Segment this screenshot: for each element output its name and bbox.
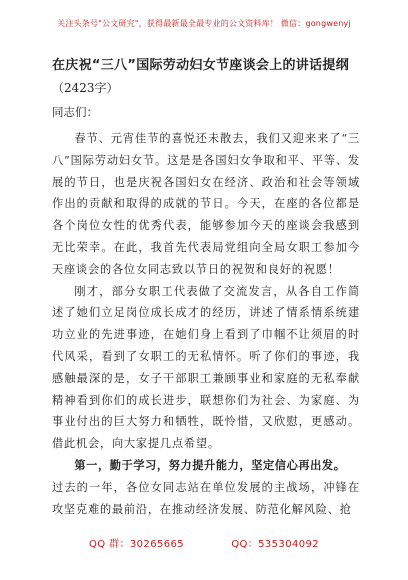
paragraph-2: 刚才，部分女职工代表做了交流发言，从各自工作简述了她们立足岗位成长成才的经历，讲述了情系情系统建功立业的先进事迹，在她们身上看到了巾帼不让须眉的时代风采，看到了女职工的无私情怀。听了你们的事迹，我感触最深的是，女子干部职工兼顾事业和家庭的无私奉献精神看到你们的成长进步，联想你们为社会、为家庭、为事业付出的巨大努力和牺牲，既怜惜，又欣慰，更感动。借此机会，向大家提几点希望。 (52, 284, 360, 451)
section-heading-1: 第一，勤于学习，努力提升能力，坚定信心再出发。 (74, 457, 346, 472)
section-paragraph-1: 过去的一年，各位女同志站在单位发展的主战场，冲锋在攻坚克难的最前沿，在推动经济发展、防范化解风险、抢 (52, 480, 360, 516)
salutation: 同志们： (52, 105, 98, 119)
paragraph-1: 春节、元宵佳节的喜悦还未散去，我们又迎来来了“三八”国际劳动妇女节。这是是各国妇女争取和平、平等、发展的节日，也是庆祝各国妇女在经济、政治和社会等领域作出的贡献和取得的成就的节日。今天，在座的各位都是各个岗位女性的优秀代表，能够参加今天的座谈会我感到无比荣幸。在此，我首先代表局党组向全局女职工参加今天座谈会的各位女同志致以节日的祝贺和良好的祝愿！ (52, 132, 360, 276)
word-count: （2423字） (52, 81, 119, 95)
qq-group: QQ 群：30265665 (88, 539, 185, 550)
document-body (52, 46, 360, 520)
qq-number: QQ：535304092 (231, 539, 320, 550)
header-banner: 关注头条号"公文研究"，获得最新最全最专业的公文资料库！ 微信：gongwenyj (57, 19, 351, 28)
document-title: 在庆祝“三八”国际劳动妇女节座谈会上的讲话提纲 (52, 58, 349, 73)
footer-banner (0, 535, 408, 550)
